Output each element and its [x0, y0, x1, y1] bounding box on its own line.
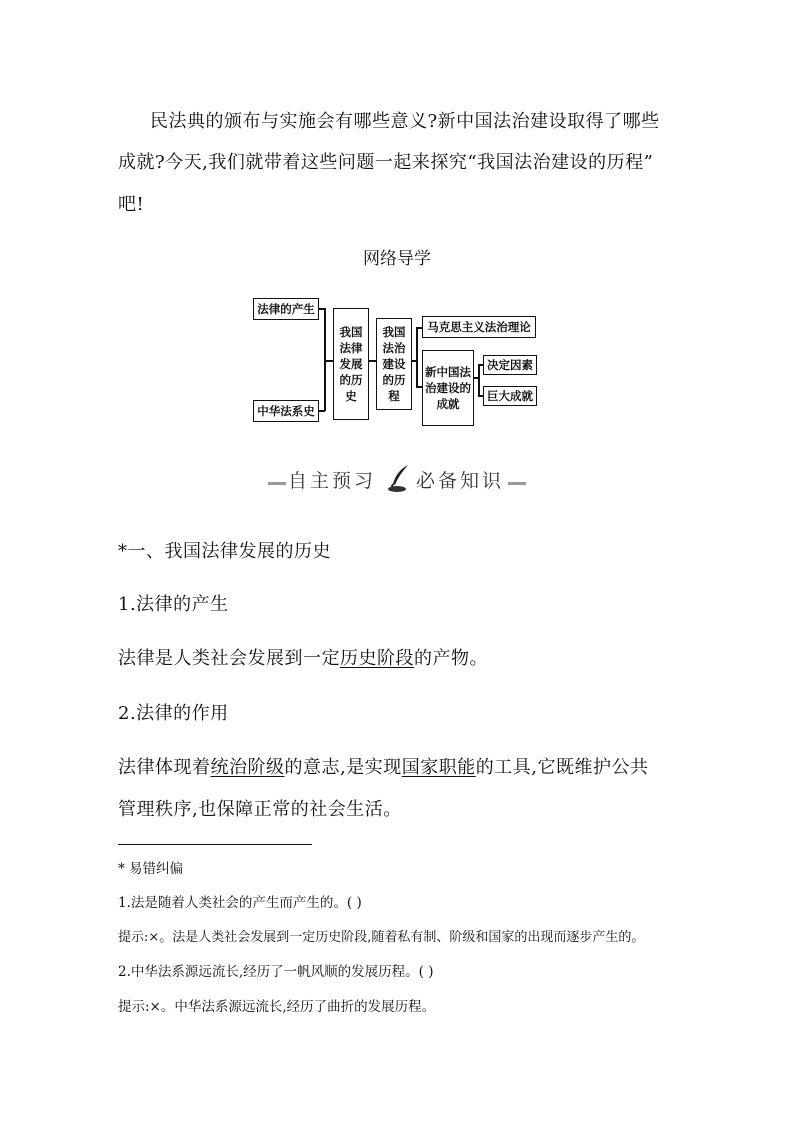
- box-law-history: 我国法律发展的历史: [333, 308, 369, 420]
- box-marxist-theory: 马克思主义法治理论: [422, 316, 536, 338]
- box-achievements: 新中国法治建设的成就: [422, 350, 474, 426]
- section-heading: *一、我国法律发展的历史: [118, 541, 331, 562]
- footnote-label: * 易错纠偏: [118, 861, 184, 877]
- banner-right-text: 必备知识: [416, 470, 505, 492]
- intro-line-1: 民法典的颁布与实施会有哪些意义?新中国法治建设取得了哪些: [150, 111, 660, 132]
- connector: [324, 360, 333, 362]
- footnote-answer-1: 提示:×。法是人类社会发展到一定历史阶段,随着私有制、阶级和国家的出现而逐步产生的。: [118, 930, 645, 945]
- footnote-answer-2: 提示:×。中华法系源远流长,经历了曲折的发展历程。: [118, 999, 436, 1015]
- footnote-divider: [118, 844, 312, 845]
- item-1-text: 法律是人类社会发展到一定历史阶段的产物。: [118, 648, 488, 669]
- box-decisive-factors: 决定因素: [483, 355, 537, 375]
- connector: [478, 364, 480, 396]
- underlined-term: 历史阶段: [340, 648, 414, 669]
- box-law-origin: 法律的产生: [253, 298, 319, 320]
- item-2-title: 2.法律的作用: [118, 703, 229, 724]
- quill-pen-icon: [386, 464, 412, 492]
- underlined-term: 国家职能: [401, 757, 476, 778]
- footnote-question-2: 2.中华法系源远流长,经历了一帆风顺的发展历程。( ): [118, 964, 434, 980]
- item-1-title: 1.法律的产生: [118, 594, 229, 615]
- section-banner: [268, 464, 526, 494]
- box-rule-of-law-course: 我国法治建设的历程: [376, 318, 412, 410]
- box-great-achievements: 巨大成就: [483, 386, 537, 406]
- intro-line-2: 成就?今天,我们就带着这些问题一起来探究“我国法治建设的历程”: [118, 152, 654, 173]
- item-2-text-2: 管理秩序,也保障正常的社会生活。: [118, 799, 402, 820]
- connector: [416, 327, 418, 387]
- diagram-title: 网络导学: [363, 249, 431, 269]
- underlined-term: 统治阶级: [210, 757, 285, 778]
- banner-left-text: 自主预习: [288, 470, 377, 492]
- box-chinese-legal-system: 中华法系史: [253, 400, 319, 422]
- connector: [369, 360, 376, 362]
- footnote-question-1: 1.法是随着人类社会的产生而产生的。( ): [118, 895, 362, 911]
- item-2-text-1: 法律体现着统治阶级的意志,是实现国家职能的工具,它既维护公共: [118, 757, 649, 778]
- intro-line-3: 吧!: [118, 194, 145, 215]
